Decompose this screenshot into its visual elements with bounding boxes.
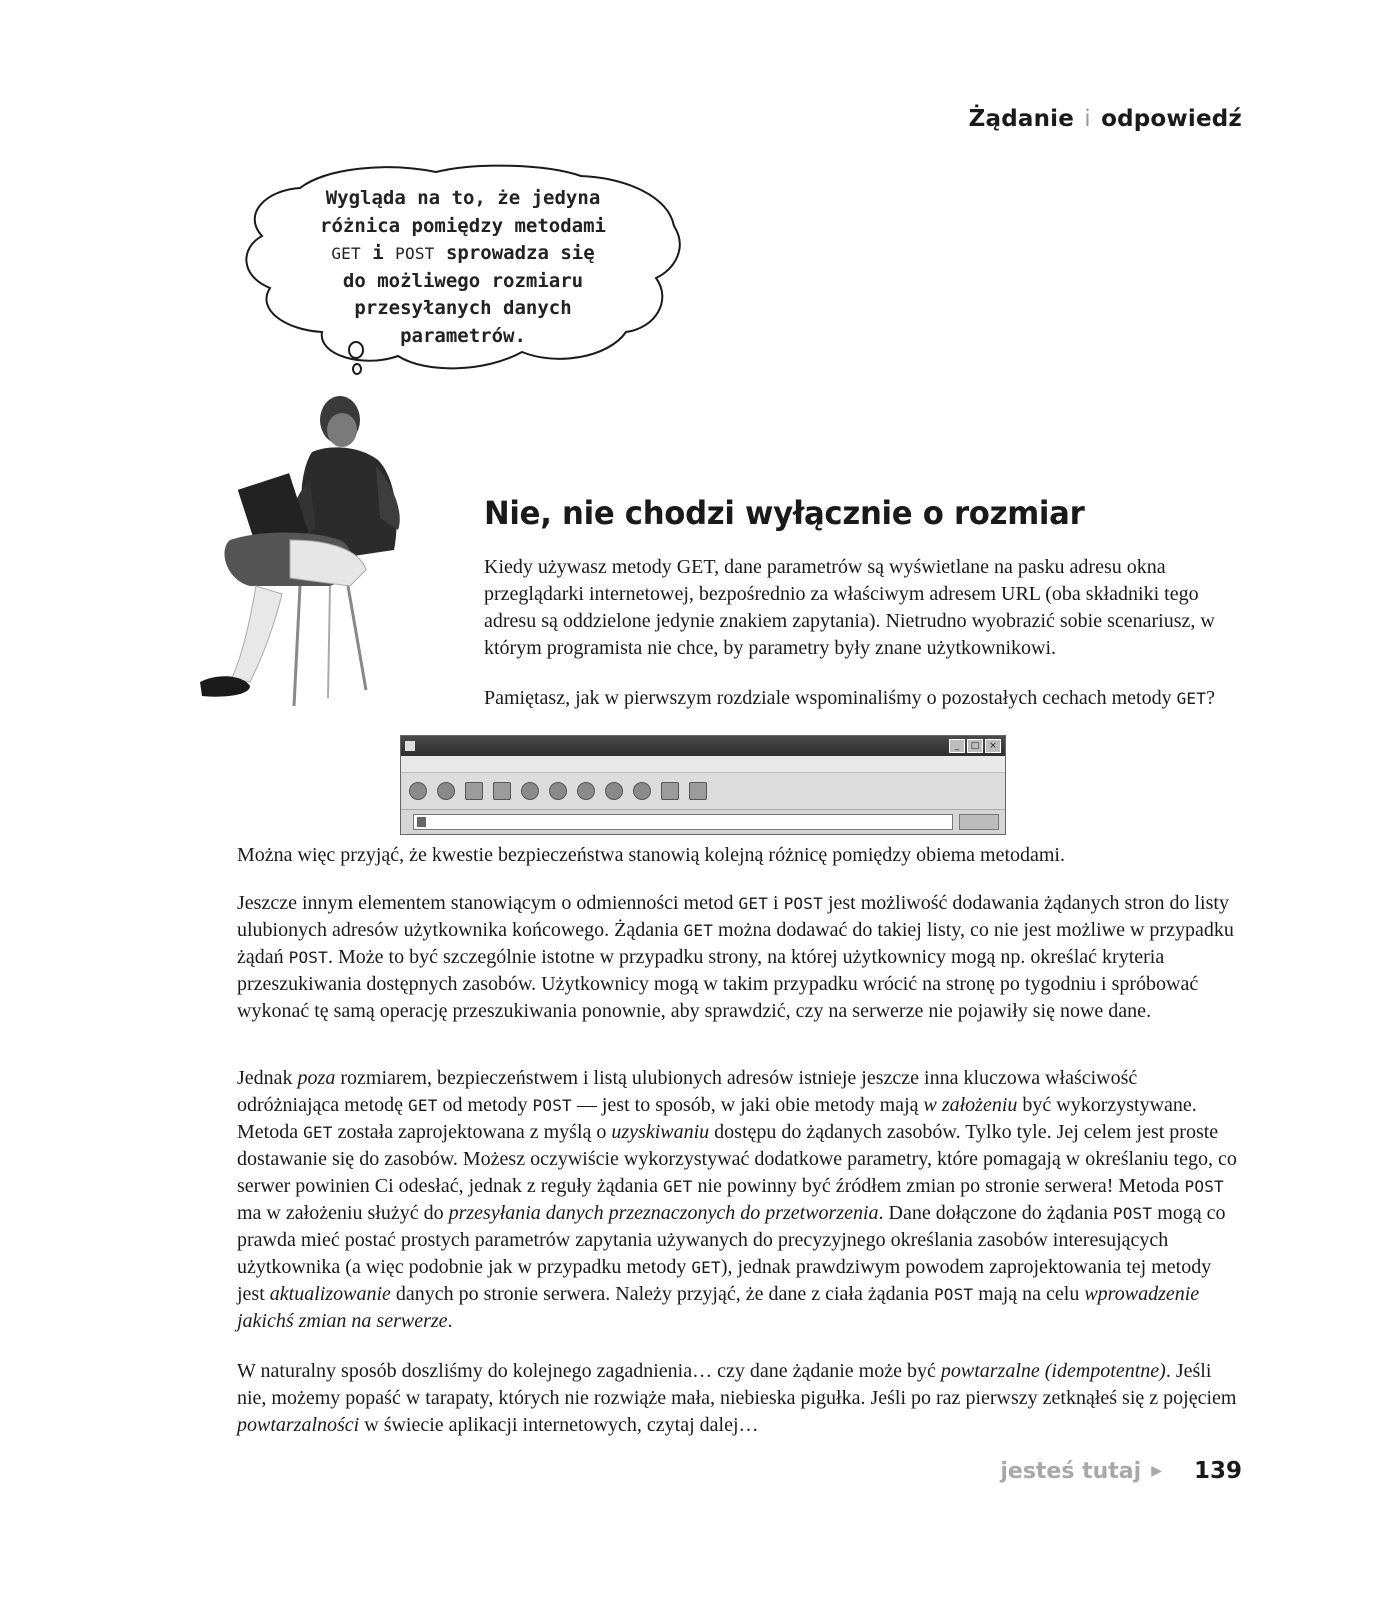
bubble-line-6: parametrów. [400, 324, 526, 347]
refresh-icon[interactable] [493, 782, 511, 800]
address-input[interactable] [413, 814, 953, 830]
maximize-icon[interactable]: □ [967, 739, 983, 753]
header-title-part1: Żądanie [968, 106, 1075, 132]
page-icon [417, 817, 426, 827]
code-get: GET [738, 894, 769, 913]
code-get: GET [691, 1258, 721, 1277]
bubble-line-1: Wygląda na to, że jedyna [325, 187, 601, 209]
bubble-line-5: przesyłanych danych [354, 297, 572, 319]
home-icon[interactable] [521, 782, 539, 800]
code-get: GET [662, 1177, 693, 1196]
back-icon[interactable] [409, 782, 427, 800]
code-post: POST [288, 948, 328, 967]
bubble-line-4: do możliwego rozmiaru [342, 269, 584, 292]
browser-menubar [401, 756, 1005, 773]
triangle-right-icon: ▶ [1151, 1463, 1162, 1479]
browser-toolbar [401, 773, 1005, 810]
thought-bubble-text [298, 185, 628, 350]
emphasis: poza [297, 1067, 336, 1089]
code-post: POST [1112, 1204, 1153, 1223]
paragraph-intent: Jednak poza rozmiarem, bezpieczeństwem i listą ulubionych adresów istnieje jeszcze inna kluczowa właściwość odróżniająca metodę GET od metody POST — jest to sposób, w jaki obie metody mają w założeniu być wykorzystywane. Metoda GET została zaprojektowana z myślą o uzyskiwaniu dostępu do żądanych zasobów. Tylko tyle. Jej celem jest proste dostawanie się do zasobów. Możesz oczywiście wykorzystywać dodatkowe parametry, które pomagają w określaniu tego, co serwer powinien Ci odesłać, jednak z reguły żądania GET nie powinny być źródłem zmian po stronie serwera! Metoda POST ma w założeniu służyć do przesyłania danych przeznaczonych do przetworzenia. Dane dołączone do żądania POST mogą co prawda mieć postać prostych parametrów zapytania używanych do precyzyjnego określania zasobów interesujących użytkownika (a więc podobnie jak w przypadku metody GET), jednak prawdziwym powodem zaprojektowania tej metody jest aktualizowanie danych po stronie serwera. Należy przyjąć, że dane z ciała żądania POST mają na celu wprowadzenie jakichś zmian na serwerze. [237, 1067, 1237, 1332]
emphasis: aktualizowanie [269, 1283, 391, 1305]
page-footer [1000, 1458, 1242, 1484]
emphasis: przesyłania danych przeznaczonych do przetworzenia [448, 1202, 879, 1224]
code-post: POST [783, 894, 823, 913]
browser-addressbar [401, 810, 1005, 834]
emphasis: powtarzalności [237, 1414, 360, 1436]
paragraph-idempotence: W naturalny sposób doszliśmy do kolejnego zagadnienia… czy dane żądanie może być powtarzalne (idempotentne). Jeśli nie, możemy popaść w tarapaty, których nie rozwiąże mała, niebieska pigułka. Jeśli po raz pierwszy zetknąłeś się z pojęciem powtarzalności w świecie aplikacji internetowych, czytaj dalej… [237, 1360, 1237, 1436]
browser-window-screenshot [400, 735, 1006, 835]
emphasis: powtarzalne (idempotentne) [940, 1360, 1166, 1382]
code-get: GET [1176, 689, 1207, 708]
media-icon[interactable] [605, 782, 623, 800]
running-header [969, 106, 1242, 132]
bubble-line-3: GET i POST sprowadza się [331, 242, 595, 264]
browser-titlebar [401, 736, 1005, 756]
header-title-part2: odpowiedź [1101, 106, 1242, 132]
emphasis: uzyskiwaniu [611, 1121, 710, 1143]
emphasis: wprowadzenie jakichś zmian na serwerze [237, 1283, 1200, 1332]
page-number: 139 [1193, 1458, 1242, 1484]
code-get: GET [303, 1123, 333, 1142]
paragraph-bookmarks: Jeszcze innym elementem stanowiącym o odmienności metod GET i POST jest możliwość dodawania żądanych stron do listy ulubionych adresów użytkownika końcowego. Żądania GET można dodawać do takiej listy, co nie jest możliwe w przypadku żądań POST. Może to być szczególnie istotne w przypadku strony, na której użytkownicy mogą np. określać kryteria przeszukiwania dostępnych zasobów. Użytkownicy mogą w takim przypadku wrócić na stronę po tygodniu i spróbować wykonać tę samą operację przeszukiwania ponownie, aby sprawdzić, czy na serwerze nie pojawiły się nowe dane. [237, 892, 1234, 1022]
header-separator: i [1084, 106, 1091, 132]
code-post: POST [532, 1096, 572, 1115]
minimize-icon[interactable]: _ [949, 739, 965, 753]
code-post: POST [933, 1285, 974, 1304]
code-get: GET [683, 921, 714, 940]
paragraph-security: Można więc przyjąć, że kwestie bezpieczeństwa stanowią kolejną różnicę pomiędzy obiema metodami. [237, 844, 1065, 866]
thought-bubble-dot-small [353, 364, 361, 374]
footer-label: jesteś tutaj [1000, 1458, 1142, 1484]
emphasis: w założeniu [923, 1094, 1018, 1116]
code-get: GET [408, 1096, 438, 1115]
search-icon[interactable] [549, 782, 567, 800]
stop-icon[interactable] [465, 782, 483, 800]
code-post: POST [1184, 1177, 1224, 1196]
section-heading: Nie, nie chodzi wyłącznie o rozmiar [484, 494, 1085, 532]
history-icon[interactable] [633, 782, 651, 800]
favorites-icon[interactable] [577, 782, 595, 800]
bubble-line-2: różnica pomiędzy metodami [320, 214, 606, 237]
forward-icon[interactable] [437, 782, 455, 800]
person-with-laptop-illustration [190, 390, 430, 720]
close-icon[interactable]: × [985, 739, 1001, 753]
mail-icon[interactable] [661, 782, 679, 800]
intro-paragraph: Kiedy używasz metody GET, dane parametrów są wyświetlane na pasku adresu okna przeglądarki internetowej, bezpośrednio za właściwym adresem URL (oba składniki tego adresu są oddzielone jedynie znakiem zapytania). Nietrudno wyobrazić sobie scenariusz, w którym programista nie chce, by parametry były znane użytkownikowi. [484, 556, 1215, 659]
code-get: GET [331, 244, 361, 263]
go-button[interactable] [959, 814, 999, 830]
print-icon[interactable] [689, 782, 707, 800]
code-post: POST [395, 244, 435, 263]
intro-question-paragraph: Pamiętasz, jak w pierwszym rozdziale wspominaliśmy o pozostałych cechach metody GET? [484, 687, 1215, 709]
browser-app-icon [405, 741, 415, 751]
